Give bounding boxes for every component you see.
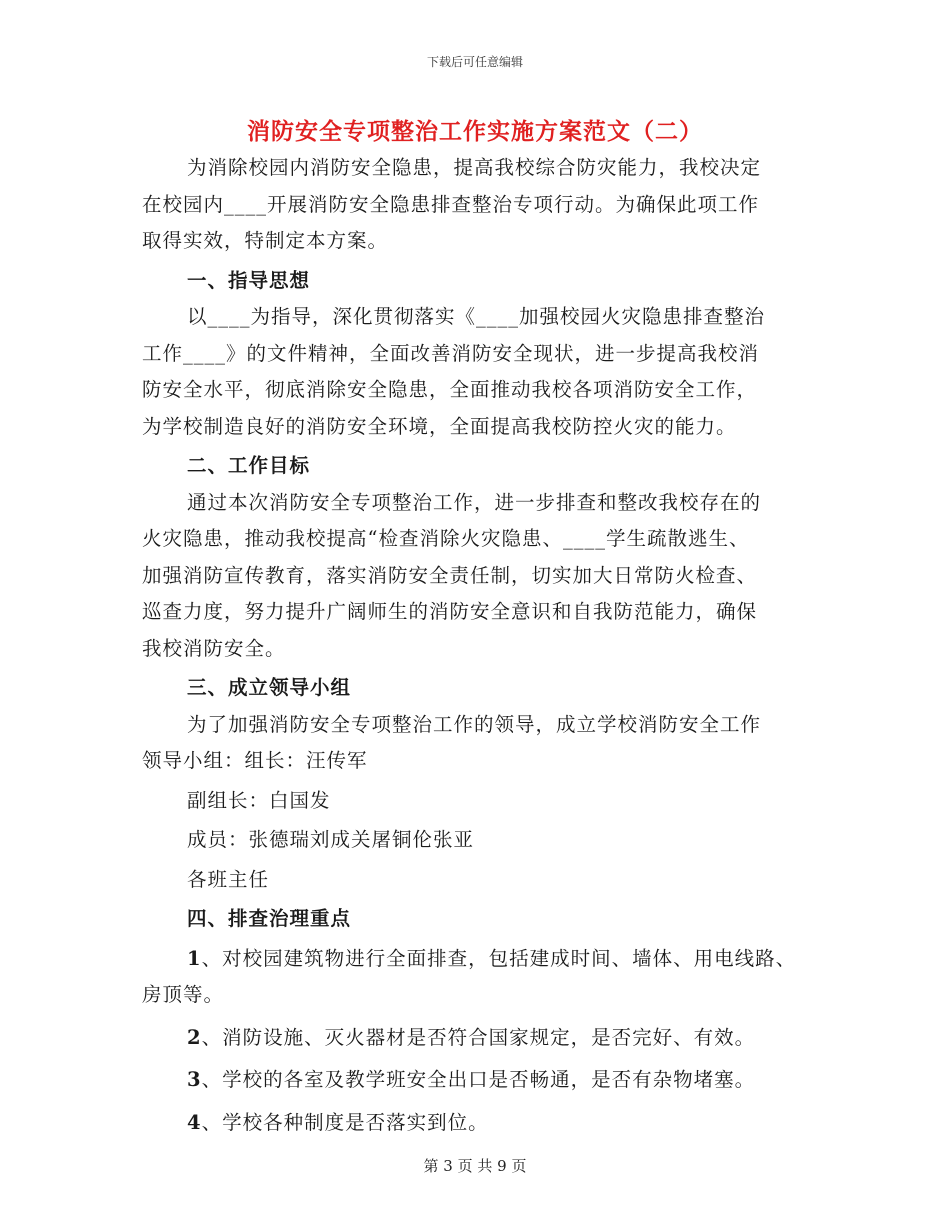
item-text: 、学校各种制度是否落实到位。	[201, 1110, 489, 1134]
item-text: 、对校园建筑物进行全面排查，包括建成时间、墙体、用电线路、	[201, 946, 797, 970]
class-teachers: 各班主任	[187, 867, 270, 891]
section-heading-2: 二、工作目标	[187, 454, 311, 477]
list-item-continuation: 房顶等。	[142, 983, 225, 1006]
intro-line: 取得实效，特制定本方案。	[142, 229, 389, 252]
section-1-line: 工作____》的文件精神，全面改善消防安全现状，进一步提高我校消	[142, 341, 760, 365]
page-footer: 第 3 页 共 9 页	[423, 1157, 527, 1175]
list-item	[142, 1062, 832, 1099]
item-number: 2	[187, 1025, 202, 1049]
section-3-line: 为了加强消防安全专项整治工作的领导，成立学校消防安全工作	[187, 712, 762, 736]
list-item	[142, 1020, 832, 1057]
item-number: 1	[187, 946, 202, 970]
intro-line: 在校园内____开展消防安全隐患排查整治专项行动。为确保此项工作	[142, 192, 760, 216]
deputy-leader: 副组长：白国发	[187, 788, 331, 812]
document-title: 消防安全专项整治工作实施方案范文（二）	[247, 118, 703, 145]
section-2-line: 通过本次消防安全专项整治工作，进一步排查和整改我校存在的	[187, 490, 762, 514]
section-1-line: 为学校制造良好的消防安全环境，全面提高我校防控火灾的能力。	[142, 414, 737, 438]
section-2-line: 加强消防宣传教育，落实消防安全责任制，切实加大日常防火检查、	[142, 563, 758, 587]
item-text: 、学校的各室及教学班安全出口是否畅通，是否有杂物堵塞。	[201, 1068, 756, 1091]
item-text: 、消防设施、灭火器材是否符合国家规定，是否完好、有效。	[201, 1025, 756, 1049]
item-number: 4	[187, 1110, 202, 1134]
section-2-line: 火灾隐患，推动我校提高“检查消除火灾隐患、____学生疏散逃生、	[142, 527, 750, 550]
list-item	[142, 1105, 832, 1142]
section-heading-1: 一、指导思想	[187, 268, 311, 292]
list-item	[142, 941, 832, 978]
document-body	[142, 150, 832, 1141]
section-2-line: 我校消防安全。	[142, 636, 286, 660]
section-1-line: 防安全水平，彻底消除安全隐患，全面推动我校各项消防安全工作，	[142, 378, 758, 401]
section-2-line: 巡查力度，努力提升广阔师生的消防安全意识和自我防范能力，确保	[142, 600, 758, 623]
item-number: 3	[187, 1068, 202, 1091]
section-3-line: 领导小组：组长：汪传军	[142, 749, 368, 772]
section-heading-4: 四、排查治理重点	[187, 907, 352, 930]
section-1-line: 以____为指导，深化贯彻落实《____加强校园火灾隐患排查整治	[187, 305, 766, 328]
members: 成员：张德瑞刘成关屠铜伦张亚	[187, 828, 475, 851]
intro-line: 为消除校园内消防安全隐患，提高我校综合防灾能力，我校决定	[187, 156, 762, 179]
section-heading-3: 三、成立领导小组	[187, 676, 352, 699]
page-header: 下载后可任意编辑	[426, 55, 523, 69]
